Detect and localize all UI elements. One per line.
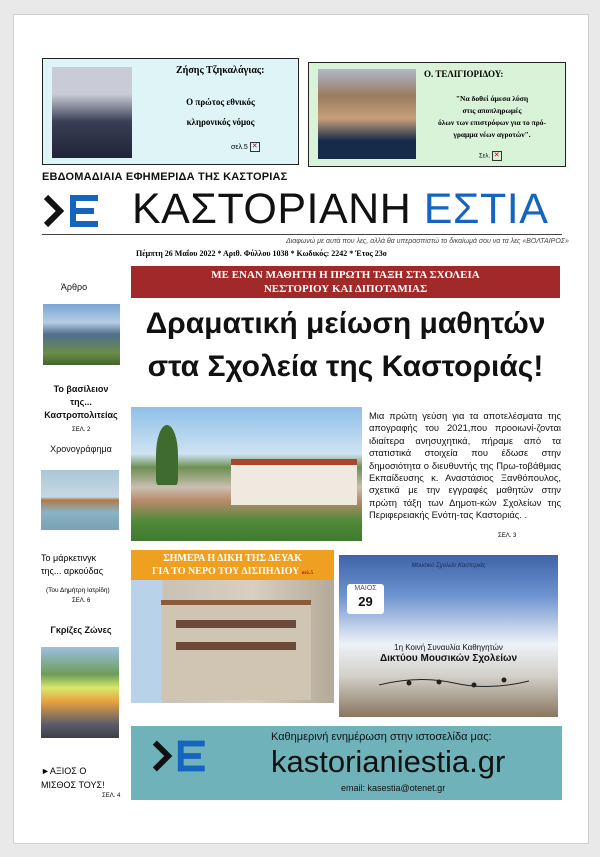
workers-photo[interactable] [41, 647, 119, 738]
windows [176, 642, 296, 650]
article-title-grey-zones[interactable]: Γκρίζες Ζώνες [50, 625, 112, 635]
calendar-month: ΜΑΙΟΣ [354, 585, 377, 592]
main-headline[interactable] [131, 302, 560, 388]
masthead-rule [42, 234, 562, 235]
building [161, 600, 311, 700]
newspaper-logo-icon [151, 736, 223, 776]
email-link[interactable]: email: kasestia@otenet.gr [341, 783, 446, 793]
title-line: της... αρκούδας [41, 566, 104, 576]
concert-poster[interactable] [339, 555, 558, 717]
page-ref: ΣΕΛ. 4 [102, 793, 121, 799]
broken-image-icon: ✕ [250, 142, 260, 152]
article-title-kastropoliteia[interactable] [38, 383, 124, 422]
windows [176, 620, 296, 628]
page-ref: ΣΕΛ. 2 [72, 427, 91, 433]
title-line: της... [70, 397, 92, 407]
title-line: ΜΙΣΘΟΣ ΤΟΥΣ! [41, 780, 105, 790]
website-link[interactable]: kastorianiestia.gr [271, 744, 506, 779]
teaser-name: Ο. ΤΕΛΙΓΙΟΡΙΔΟΥ: [424, 69, 504, 79]
lead-banner[interactable] [131, 266, 560, 298]
author: (Του Δημήτρη Ιατρίδη) [46, 587, 110, 594]
banner-line: ΝΕΣΤΟΡΙΟΥ ΚΑΙ ΔΙΠΟΤΑΜΙΑΣ [263, 283, 428, 295]
article-title-misthos[interactable] [41, 764, 105, 792]
school-name: Μουσικό Σχολείο Καστοριάς [411, 563, 486, 569]
broken-image-icon: ✕ [492, 151, 502, 161]
section-label-arthro: Άρθρο [60, 282, 88, 292]
portrait-photo-woman [318, 69, 416, 159]
teaser-name: Ζήσης Τζηκαλάγιας: [176, 65, 265, 76]
school-photo[interactable] [131, 407, 362, 541]
teaser-line: κληρονικός νόμος [186, 117, 255, 127]
brand-accent: ΕΣΤΙΑ [423, 185, 549, 233]
banner-line: ΜΕ ΕΝΑΝ ΜΑΘΗΤΗ Η ΠΡΩΤΗ ΤΑΞΗ ΣΤΑ ΣΧΟΛΕΙΑ [211, 269, 480, 281]
newspaper-logo-icon [42, 191, 117, 231]
courthouse-photo[interactable] [131, 580, 334, 703]
kastoria-photo[interactable] [43, 304, 120, 365]
weekly-label: ΕΒΔΟΜΑΔΙΑΙΑ ΕΦΗΜΕΡΙΔΑ ΤΗΣ ΚΑΣΤΟΡΙΑΣ [42, 171, 288, 183]
quote-line: γραμμα νέων αγροτών". [453, 130, 531, 139]
masthead-quote: Διαφωνώ με αυτά που λες, αλλά θα υπερασπιστώ το δικαίωμά σου να τα λες «ΒΟΛΤΑΙΡΟΣ» [286, 238, 569, 245]
masthead-title [132, 185, 548, 234]
page-ref: σελ.5 ✕ [231, 142, 260, 152]
page-ref: Σελ. ✕ [479, 151, 502, 161]
teaser-quote [421, 93, 563, 141]
concert-title: Δικτύου Μουσικών Σχολείων [379, 653, 518, 664]
banner-line: ΣΗΜΕΡΑ Η ΔΙΚΗ ΤΗΣ ΔΕΥΑΚ [163, 553, 302, 564]
headline-line: στα Σχολεία της Καστοριάς! [147, 350, 544, 383]
calendar-day: 29 [358, 594, 373, 609]
newspaper-page [13, 14, 589, 844]
concert-line: 1η Κοινή Συναυλία Καθηγητών [394, 643, 503, 652]
quote-line: "Να δοθεί άμεσα λύση [455, 94, 529, 103]
page-ref: ΣΕΛ. 3 [498, 533, 517, 539]
quote-line: στις αποπληρωμές [462, 106, 522, 115]
page-ref: σελ.5 [301, 571, 313, 576]
school-building [231, 459, 357, 505]
update-text: Καθημερινή ενημέρωση στην ιστοσελίδα μας: [271, 731, 492, 743]
teaser-box-tzikalagias[interactable] [42, 58, 299, 165]
teaser-line: Ο πρώτος εθνικός [186, 97, 255, 107]
quote-line: όλων των επιστρόφων για το πρό- [438, 118, 546, 127]
page-ref: ΣΕΛ. 6 [72, 598, 91, 604]
deyak-banner[interactable] [131, 550, 334, 580]
title-line: ►ΑΞΙΟΣ Ο [41, 766, 87, 776]
brand-main: ΚΑΣΤΟΡΙΑΝΗ [132, 185, 424, 233]
title-line: Το βασίλειον [53, 384, 109, 394]
website-banner[interactable] [131, 726, 562, 800]
banner-line: ΓΙΑ ΤΟ ΝΕΡΟ ΤΟΥ ΔΙΣΠΗΛΙΟΥ [152, 566, 300, 577]
title-line: Καστροπολιτείας [44, 410, 118, 420]
teaser-box-teligioridou[interactable] [308, 62, 566, 167]
tree [156, 425, 178, 485]
bear-photo[interactable] [41, 470, 119, 530]
headline-line: Δραματική μείωση μαθητών [145, 307, 546, 340]
lead-article-body: Μια πρώτη γεύση για τα αποτελέσματα της απογραφής του 2021,που προοιωνί-ζονται ιδιαίτερα ανησυχητικά, πήραμε από τα στατιστικά στοιχεία που έδωσε στην δημοσιότητα ο διευθυντής της Πρω-τοβάθμιας Εκπαίδευσης κ. Αναστάσιος Ξανθόπουλος, σχετικά με την εγγραφές μαθητών στην πρώτη τάξη των Δημοτι-κών Σχολείων της Περιφερειακής Ενότη-τας Καστοριάς. . [369, 410, 561, 521]
article-title-marketing[interactable] [41, 552, 103, 578]
music-notes-icon [379, 673, 529, 693]
title-line: Το μάρκετινγκ [41, 553, 97, 563]
section-label-chronografima: Χρονογράφημα [50, 444, 112, 454]
issue-info: Πέμπτη 26 Μαΐου 2022 * Αριθ. Φύλλου 1038 * Κωδικός: 2242 * Έτος 23ο [136, 249, 387, 258]
calendar-icon [347, 584, 384, 614]
portrait-photo-man [52, 67, 132, 158]
